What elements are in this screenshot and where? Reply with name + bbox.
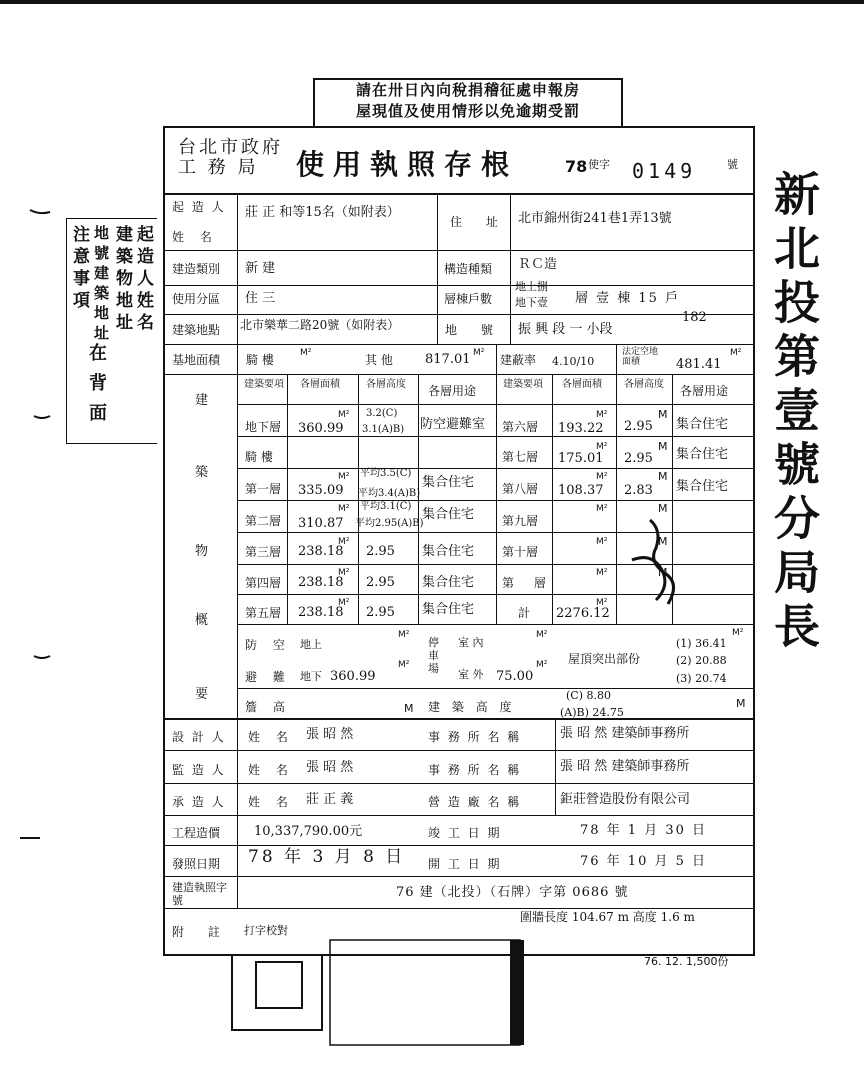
unit-m: M <box>658 470 668 483</box>
label-eave: 簷 高 <box>245 700 291 714</box>
height-c: (C) 8.80 <box>566 689 611 702</box>
label-other: 其 他 <box>365 353 393 367</box>
permit-number: 0149 <box>632 159 697 183</box>
col-header-item: 建築要項 <box>244 379 284 390</box>
legal-open-area: 481.41 <box>676 357 722 372</box>
label-shelter: 防 空 <box>245 638 291 652</box>
side-note-col1: 起造人姓名 <box>133 225 153 335</box>
label-site: 建築地點 <box>172 323 221 337</box>
unit-m: M <box>736 697 746 710</box>
f6-height: 2.95 <box>624 419 653 434</box>
side-note-annotation: 在背面 <box>89 343 113 424</box>
unit-m2: M² <box>338 504 350 514</box>
total-area: 2276.12 <box>556 606 610 621</box>
height-ab: (A)B) 24.75 <box>560 706 624 719</box>
handwritten-text: 新北投第壹號分局長 <box>767 170 821 656</box>
section-label: 築 <box>195 465 209 480</box>
label-bldg-height: 建 築 高 度 <box>428 700 516 714</box>
col-header-height-2: 各層高度 <box>624 379 664 390</box>
label-address: 住 址 <box>450 215 508 229</box>
f6-use: 集合住宅 <box>676 417 729 432</box>
section-label: 要 <box>195 687 209 702</box>
f5-use: 集合住宅 <box>422 602 475 617</box>
tax-notice-line2: 屋現值及使用情形以免逾期受罰 <box>355 102 580 120</box>
section-label: 建 <box>195 393 209 408</box>
f2-height-2: 平均2.95(A)B) <box>355 518 424 529</box>
label-cost: 工程造價 <box>172 826 221 840</box>
f1-use: 集合住宅 <box>422 475 475 490</box>
wall-note: 圍牆長度 104.67 m 高度 1.6 m <box>520 910 695 924</box>
issue-date: 78 年 3 月 8 日 <box>248 847 406 867</box>
unit-m2: M² <box>596 568 608 578</box>
label-parking: 停車場 <box>428 636 439 675</box>
label-refuge: 避 難 <box>245 670 291 684</box>
refuge-under: 地下 <box>300 670 322 683</box>
unit-m2: M² <box>596 410 608 420</box>
f4-area: 238.18 <box>298 575 344 590</box>
side-note-col4: 注意事項 <box>69 225 89 313</box>
unit-m2: M² <box>338 568 350 578</box>
col-header-use-2: 各層用途 <box>680 384 729 398</box>
floor-10: 第十層 <box>502 545 539 559</box>
f2-height-1: 平均3.1(C) <box>360 501 412 512</box>
scan-edge <box>0 0 864 4</box>
roof-3: (3) 20.74 <box>676 672 727 685</box>
side-note-col3: 地號建築地址 <box>92 225 110 345</box>
right-margin-handwriting <box>756 170 826 850</box>
scan-artifact <box>34 656 50 658</box>
structure-type: ＲＣ造 <box>518 257 558 272</box>
b1-height-2: 3.1(A)B) <box>362 424 405 435</box>
floor-b1: 地下層 <box>245 420 282 434</box>
permit-word: 使字 <box>588 158 610 171</box>
land-section: 振 興 段 一 小段 <box>518 322 613 337</box>
b1-use: 防空避難室 <box>420 417 486 432</box>
unit-m2: M² <box>536 660 548 670</box>
label-name: 姓 名 <box>172 230 218 244</box>
f7-use: 集合住宅 <box>676 447 729 462</box>
unit-m2: M² <box>300 348 312 358</box>
f2-use: 集合住宅 <box>422 507 475 522</box>
print-note: 76. 12. 1,500份 <box>644 955 729 968</box>
scan-bar <box>510 940 524 1045</box>
designer-office: 張 昭 然 建築師事務所 <box>560 726 690 741</box>
issuing-org-line1: 台北市政府 <box>178 137 283 158</box>
f4-use: 集合住宅 <box>422 575 475 590</box>
label-completed: 竣 工 日 期 <box>428 826 502 840</box>
unit-m: M <box>404 702 414 715</box>
unit-m: M <box>658 566 668 579</box>
b1-area: 360.99 <box>298 421 344 436</box>
page-title: 使用執照存根 <box>296 148 519 181</box>
label-zone: 使用分區 <box>172 292 221 306</box>
contractor-firm: 鉅莊營造股份有限公司 <box>560 792 691 807</box>
coverage: 4.10/10 <box>552 355 595 368</box>
label-supervisor-office: 事 務 所 名 稱 <box>428 763 522 777</box>
stamp-area <box>330 940 520 1045</box>
f8-area: 108.37 <box>558 483 604 498</box>
f1-area: 335.09 <box>298 483 344 498</box>
unit-m2: M² <box>732 628 744 638</box>
label-build-type: 建造類別 <box>172 262 221 276</box>
floor-3: 第三層 <box>245 545 282 559</box>
unit-m: M <box>658 535 668 548</box>
col-header-area: 各層面積 <box>300 379 340 390</box>
unit-m2: M² <box>730 348 742 358</box>
label-roof: 屋頂突出部份 <box>568 652 641 666</box>
unit-m2: M² <box>398 630 410 640</box>
floor-8: 第八層 <box>502 482 539 496</box>
floors-below: 地下壹 <box>515 296 548 309</box>
designer-name: 張 昭 然 <box>306 727 354 742</box>
label-permit-no: 建造執照字號 <box>172 881 227 907</box>
stamp-seal <box>256 962 302 1008</box>
f5-area: 238.18 <box>298 605 344 620</box>
f5-height: 2.95 <box>366 605 395 620</box>
issuing-org-line2: 工 務 局 <box>178 157 259 178</box>
col-header-area-2: 各層面積 <box>562 379 602 390</box>
label-designer-name: 姓 名 <box>248 730 294 744</box>
label-attach: 附 註 <box>172 925 230 939</box>
unit-m2: M² <box>338 537 350 547</box>
total-label: 計 <box>518 606 531 620</box>
unit-m2: M² <box>398 660 410 670</box>
builder-address: 北市錦州街241巷1弄13號 <box>518 211 672 226</box>
f3-use: 集合住宅 <box>422 544 475 559</box>
label-legal-open: 法定空地面積 <box>622 347 659 367</box>
col-header-use: 各層用途 <box>428 384 477 398</box>
unit-m2: M² <box>338 472 350 482</box>
side-note-col2: 建築物地址 <box>112 225 132 335</box>
f4-height: 2.95 <box>366 575 395 590</box>
f8-height: 2.83 <box>624 483 653 498</box>
f8-use: 集合住宅 <box>676 479 729 494</box>
col-header-height: 各層高度 <box>366 379 406 390</box>
unit-m2: M² <box>536 630 548 640</box>
unit-m2: M² <box>473 348 485 358</box>
unit-m2: M² <box>596 472 608 482</box>
unit-m: M <box>658 408 668 421</box>
other-area: 817.01 <box>425 352 471 367</box>
handwritten-seal <box>632 558 665 600</box>
roof-2: (2) 20.88 <box>676 654 727 667</box>
contractor-name: 莊 正 義 <box>306 792 354 807</box>
label-base-area: 基地面積 <box>172 353 221 367</box>
col-header-item-2: 建築要項 <box>503 379 543 390</box>
label-supervisor: 監 造 人 <box>172 763 226 777</box>
label-land: 地 號 <box>445 323 503 337</box>
unit-m2: M² <box>596 442 608 452</box>
floor-4: 第四層 <box>245 576 282 590</box>
f7-area: 175.01 <box>558 451 604 466</box>
shelter-ground: 地上 <box>300 638 322 651</box>
unit-m2: M² <box>596 598 608 608</box>
unit-m2: M² <box>338 410 350 420</box>
label-designer-office: 事 務 所 名 稱 <box>428 730 522 744</box>
label-builder: 起 造 人 <box>172 200 226 214</box>
typist-note: 打字校對 <box>244 924 288 937</box>
permit-suffix: 號 <box>727 158 738 171</box>
stamp-box <box>232 955 322 1030</box>
completed-date: 78 年 1 月 30 日 <box>580 823 708 838</box>
f1-height-1: 平均3.5(C) <box>360 468 412 479</box>
label-coverage: 建蔽率 <box>500 353 537 367</box>
floor-arcade: 騎 樓 <box>245 450 273 464</box>
label-structure: 構造種類 <box>444 262 493 276</box>
site-location: 北市樂華二路20號（如附表） <box>240 318 400 332</box>
label-contractor: 承 造 人 <box>172 795 226 809</box>
floor-5: 第五層 <box>245 606 282 620</box>
section-label: 物 <box>195 544 209 559</box>
start-date: 76 年 10 月 5 日 <box>580 854 708 869</box>
unit-m: M <box>658 440 668 453</box>
cost: 10,337,790.00元 <box>254 824 363 839</box>
floors-detail: 層 壹 棟 15 戶 <box>575 291 681 306</box>
permit-number-ref: 76 建（北投）（石牌）字第 0686 號 <box>396 885 629 900</box>
f3-height: 2.95 <box>366 544 395 559</box>
unit-m: M <box>658 502 668 515</box>
label-designer: 設 計 人 <box>172 730 226 744</box>
floor-1: 第一層 <box>245 482 282 496</box>
f3-area: 238.18 <box>298 544 344 559</box>
label-supervisor-name: 姓 名 <box>248 763 294 777</box>
supervisor-name: 張 昭 然 <box>306 760 354 775</box>
floor-n: 第 層 <box>502 576 554 590</box>
label-floors-units: 層棟戶數 <box>444 292 493 306</box>
scan-artifact <box>30 210 50 213</box>
tax-notice-line1: 請在卅日內向稅捐稽征處申報房 <box>355 81 580 99</box>
scan-artifact <box>34 416 50 418</box>
floor-6: 第六層 <box>502 420 539 434</box>
floor-9: 第九層 <box>502 514 539 528</box>
land-number: 182 <box>682 310 707 325</box>
f1-height-2: 平均3.4(A)B) <box>358 488 421 499</box>
label-contractor-name: 姓 名 <box>248 795 294 809</box>
supervisor-office: 張 昭 然 建築師事務所 <box>560 759 690 774</box>
label-contractor-firm: 營 造 廠 名 稱 <box>428 795 522 809</box>
permit-year: 78 <box>565 157 588 176</box>
b1-height-1: 3.2(C) <box>366 408 398 419</box>
section-label: 概 <box>195 613 209 628</box>
label-issue-date: 發照日期 <box>172 857 221 871</box>
f7-height: 2.95 <box>624 451 653 466</box>
unit-m2: M² <box>596 537 608 547</box>
builder-name: 莊 正 和等15名（如附表） <box>245 205 400 220</box>
f6-area: 193.22 <box>558 421 604 436</box>
f2-area: 310.87 <box>298 516 344 531</box>
outdoor-area: 75.00 <box>496 669 534 684</box>
roof-1: (1) 36.41 <box>676 637 727 650</box>
unit-m2: M² <box>338 598 350 608</box>
build-type: 新 建 <box>245 261 276 276</box>
floor-2: 第二層 <box>245 514 282 528</box>
floors-above: 地上捌 <box>515 280 548 293</box>
refuge-area: 360.99 <box>330 669 376 684</box>
label-arcade: 騎 樓 <box>246 353 274 367</box>
zone: 住 三 <box>245 291 276 306</box>
label-indoor: 室 內 <box>458 636 484 649</box>
label-outdoor: 室 外 <box>458 668 484 681</box>
label-start-date: 開 工 日 期 <box>428 857 502 871</box>
floor-7: 第七層 <box>502 450 539 464</box>
unit-m2: M² <box>596 504 608 514</box>
